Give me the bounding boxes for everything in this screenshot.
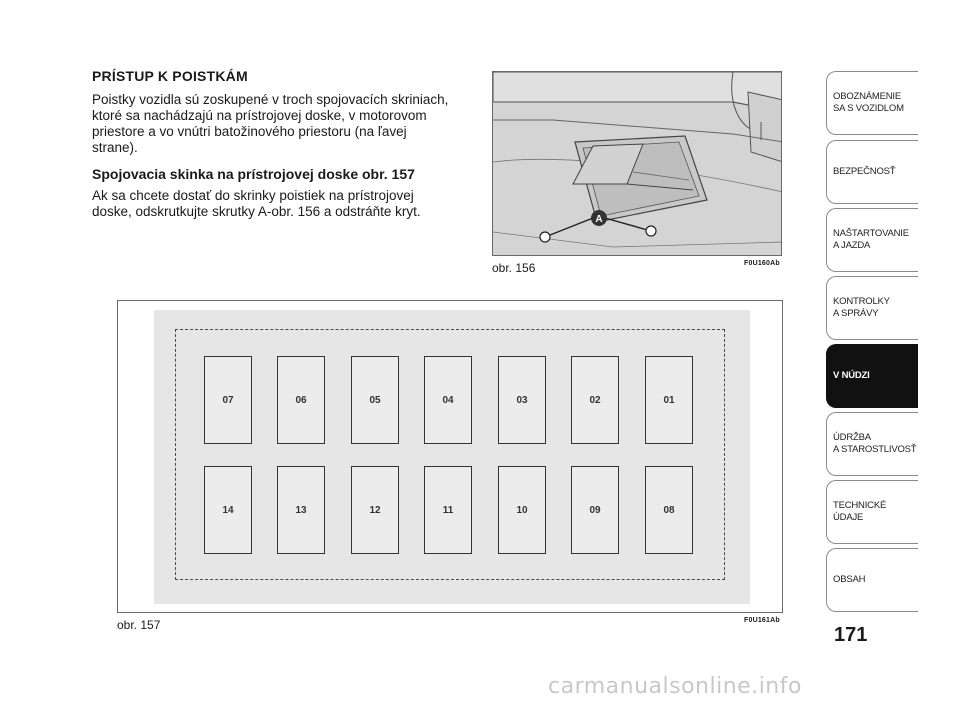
fuse-11: 11 [424, 466, 472, 554]
figure-157-code: F0U161Ab [744, 617, 780, 624]
fuse-02: 02 [571, 356, 619, 444]
tab-technicke-udaje[interactable] [826, 480, 918, 544]
fuse-07: 07 [204, 356, 252, 444]
watermark-text: carmanualsonline.info [548, 674, 802, 699]
text-column [92, 68, 452, 230]
marker-a-label: A [595, 214, 603, 225]
fuse-05: 05 [351, 356, 399, 444]
fuse-09: 09 [571, 466, 619, 554]
fuse-12: 12 [351, 466, 399, 554]
tab-nastartovanie[interactable] [826, 208, 918, 272]
page-number: 171 [834, 624, 868, 646]
tab-label: ÚDRŽBA A STAROSTLIVOSŤ [833, 432, 917, 455]
fuse-10: 10 [498, 466, 546, 554]
figure-156-illustration [492, 71, 782, 256]
fuse-14: 14 [204, 466, 252, 554]
fuse-13: 13 [277, 466, 325, 554]
instruction-paragraph: Ak sa chcete dostať do skrinky poistiek na prístrojovej doske, odskrutkujte skrutky A-obr. 156 a odstráňte kryt. [92, 188, 421, 219]
fuse-04: 04 [424, 356, 472, 444]
tab-v-nudzi[interactable] [826, 344, 918, 408]
figure-157-fuse-layout [117, 300, 783, 613]
figure-156-caption: obr. 156 [492, 261, 536, 275]
fuse-03: 03 [498, 356, 546, 444]
intro-paragraph: Poistky vozidla sú zoskupené v troch spojovacích skriniach, ktoré sa nachádzajú na prístrojovej doske, v motorovom priestore a vo vnútri batožinového priestoru (na ľavej strane). [92, 92, 449, 155]
tab-oboznamenie[interactable] [826, 71, 918, 135]
tab-label: KONTROLKY A SPRÁVY [833, 296, 890, 319]
tab-bezpecnost[interactable] [826, 140, 918, 204]
tab-kontrolky[interactable] [826, 276, 918, 340]
tab-label: NAŠTARTOVANIE A JAZDA [833, 228, 909, 251]
fuse-01: 01 [645, 356, 693, 444]
section-subtitle: Spojovacia skinka na prístrojovej doske obr. 157 [92, 166, 415, 182]
tab-label: OBSAH [833, 574, 866, 585]
tab-label: TECHNICKÉ ÚDAJE [833, 500, 887, 523]
fuse-06: 06 [277, 356, 325, 444]
fuse-08: 08 [645, 466, 693, 554]
dashboard-cover-drawing [493, 72, 782, 256]
figure-156-code: F0U160Ab [744, 260, 780, 267]
figure-157-caption: obr. 157 [117, 618, 161, 632]
tab-label: V NÚDZI [833, 370, 870, 381]
tab-label: OBOZNÁMENIE SA S VOZIDLOM [833, 91, 904, 114]
tab-obsah[interactable] [826, 548, 918, 612]
tab-udrzba[interactable] [826, 412, 918, 476]
section-title: PRÍSTUP K POISTKÁM [92, 68, 248, 84]
tab-label: BEZPEČNOSŤ [833, 166, 896, 177]
